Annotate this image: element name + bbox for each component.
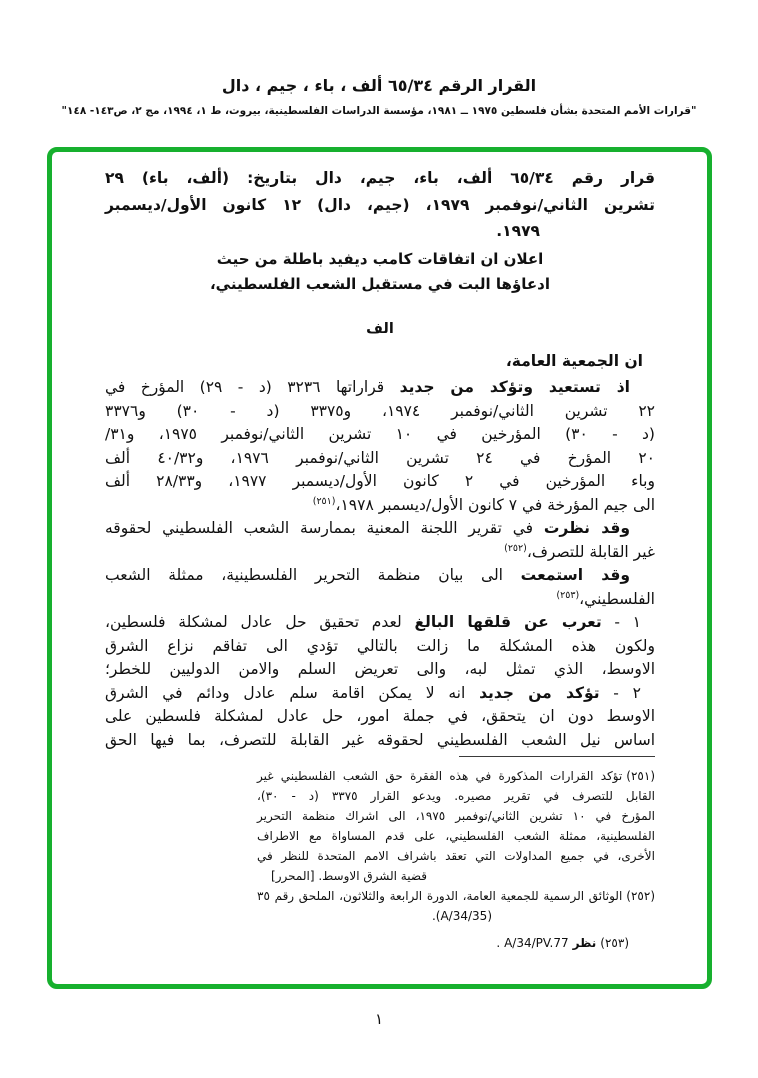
text-line <box>105 541 655 565</box>
preamble-considered <box>105 517 655 564</box>
text-line: وباء المؤرخين في ٢ كانون الأول/ديسمبر ١٩٧٧، و٢٨/٣٣ ألف <box>105 472 655 490</box>
footnote-label: (٢٥١) <box>626 769 655 783</box>
text-line <box>105 494 655 518</box>
footnote-line: قضية الشرق الاوسط. [المحرر] <box>271 869 427 883</box>
text-line: ولكون هذه المشكلة ما زالت بالتالي تؤدي الى تفاقم نزاع الشرق <box>105 636 655 655</box>
text-line: اساس نيل الشعب الفلسطيني لحقوقه غير القابلة للتصرف، بما فيها الحق <box>105 730 655 749</box>
document-reference: A/34/PV.77 . <box>496 936 569 950</box>
footnote-marker-252: (٢٥٢) <box>504 542 527 554</box>
footnote-line: (A/34/35). <box>431 909 492 923</box>
resolution-number-line: قرار رقم ٦٥/٣٤ ألف، باء، جيم، دال بتاريخ: (ألف، باء) ٢٩ <box>105 169 655 187</box>
footnote-253 <box>257 933 655 953</box>
bold-leadin: وقد استمعت <box>520 566 630 584</box>
text-line <box>105 611 655 635</box>
bold-leadin: نظر <box>572 936 597 950</box>
text-line <box>105 376 655 400</box>
section-letter-alif: الف <box>366 320 394 337</box>
footnote-label: (٢٥٣) <box>600 936 629 950</box>
text-line: ٢٠ المؤرخ في ٢٤ تشرين الثاني/نوفمبر ١٩٧٦، و٤٠/٣٢ ألف <box>105 448 655 467</box>
text-run: لعدم تحقيق حل عادل لمشكلة فلسطين، <box>105 613 415 631</box>
footnote-line: الفلسطينية، ممثلة الشعب الفلسطيني، على قدم المساواة مع الاطراف <box>257 829 655 843</box>
resolution-date-line: تشرين الثاني/نوفمبر ١٩٧٩، (جيم، دال) ١٢ كانون الأول/ديسمبر <box>105 195 655 214</box>
footnote-line: القابل للتصرف في تقرير مصيره. ويدعو القرار ٣٣٧٥ (د - ٣٠)، <box>257 789 655 803</box>
text-run: غير القابلة للتصرف، <box>526 542 655 561</box>
bold-leadin: وقد نظرت <box>543 519 630 537</box>
footnote-marker-253: (٢٥٣) <box>556 589 580 601</box>
text-run: الفلسطيني، <box>579 589 655 608</box>
document-header <box>0 76 758 117</box>
bold-leadin: اذ تستعيد وتؤكد من جديد <box>399 378 630 396</box>
footnote-marker-251: (٢٥١) <box>312 495 336 507</box>
operative-item-2 <box>105 682 655 753</box>
text-run: الى جيم المؤرخة في ٧ كانون الأول/ديسمبر ١٩٧٨، <box>335 495 655 514</box>
text-line <box>105 517 655 541</box>
text-run: تؤكد القرارات المذكورة في هذه الفقرة حق الشعب الفلسطيني غير <box>257 769 623 783</box>
text-run: في تقرير اللجنة المعنية بممارسة الشعب الفلسطيني لحقوقه <box>105 519 544 537</box>
text-line <box>105 682 655 706</box>
page-number: ١ <box>374 1010 384 1028</box>
preamble-recalling <box>105 376 655 517</box>
text-line: (د - ٣٠) المؤرخين في ١٠ تشرين الثاني/نوفمبر ١٩٧٥، و٣١/ <box>105 425 655 443</box>
resolution-content <box>52 152 707 953</box>
item-number: ٢ - <box>599 683 641 702</box>
operative-item-1 <box>105 611 655 682</box>
text-run: قراراتها ٣٢٣٦ (د - ٢٩) المؤرخ في <box>105 378 400 396</box>
preamble-opener: ان الجمعية العامة، <box>505 351 643 370</box>
bold-leadin: تعرب عن قلقها البالغ <box>414 613 602 631</box>
text-line: الاوسط، الذي تمثل لبه، والى تعريض السلم والامن الدوليين للخطر؛ <box>105 660 655 678</box>
subject-line: اعلان ان اتفاقات كامب ديفيد باطلة من حيث <box>216 249 544 268</box>
text-run: الوثائق الرسمية للجمعية العامة، الدورة الرابعة والثلاثون، الملحق رقم ٣٥ <box>257 889 623 903</box>
footnote-label: (٢٥٢) <box>626 889 655 903</box>
footnotes-block <box>257 766 655 953</box>
footnote-line <box>257 886 655 906</box>
text-line: ٢٢ تشرين الثاني/نوفمبر ١٩٧٤، و٣٣٧٥ (د - ٣٠) و٣٣٧٦ <box>105 401 655 420</box>
preamble-heard <box>105 564 655 611</box>
bold-leadin: تؤكد من جديد <box>479 683 600 702</box>
resolution-subject <box>105 247 655 297</box>
text-line <box>105 564 655 588</box>
footnote-251 <box>257 766 655 886</box>
source-citation: "قرارات الأمم المتحدة بشأن فلسطين ١٩٧٥ ــ ١٩٨١، مؤسسة الدراسات الفلسطينية، بيروت، ط ١، ١٩٩٤، مج ٢، ص١٤٣- ١٤٨" <box>61 105 697 117</box>
footnote-separator <box>459 756 655 757</box>
footnote-line: المؤرخ في ١٠ تشرين الثاني/نوفمبر ١٩٧٥، الى اشراك منظمة التحرير <box>257 809 655 823</box>
footnote-line: الأخرى، في جميع المداولات التي تعقد باشراف الامم المتحدة للنظر في <box>257 849 655 863</box>
text-run: الى بيان منظمة التحرير الفلسطينية، ممثلة الشعب <box>105 566 521 584</box>
text-line: الاوسط دون ان يتحقق، في جملة امور، حل عادل لمشكلة فلسطين على <box>105 707 655 725</box>
footnote-252 <box>257 886 655 926</box>
item-number: ١ - <box>601 613 641 631</box>
page-title: القرار الرقم ٦٥/٣٤ ألف ، باء ، جيم ، دال <box>221 76 537 95</box>
subject-line: ادعاؤها البت في مستقبل الشعب الفلسطيني، <box>209 274 550 293</box>
text-run: انه لا يمكن اقامة سلم عادل ودائم في الشرق <box>105 683 480 702</box>
resolution-green-box <box>47 147 712 989</box>
text-line <box>105 588 655 612</box>
resolution-year-line: ١٩٧٩. <box>496 222 540 240</box>
footnote-line <box>257 766 655 786</box>
